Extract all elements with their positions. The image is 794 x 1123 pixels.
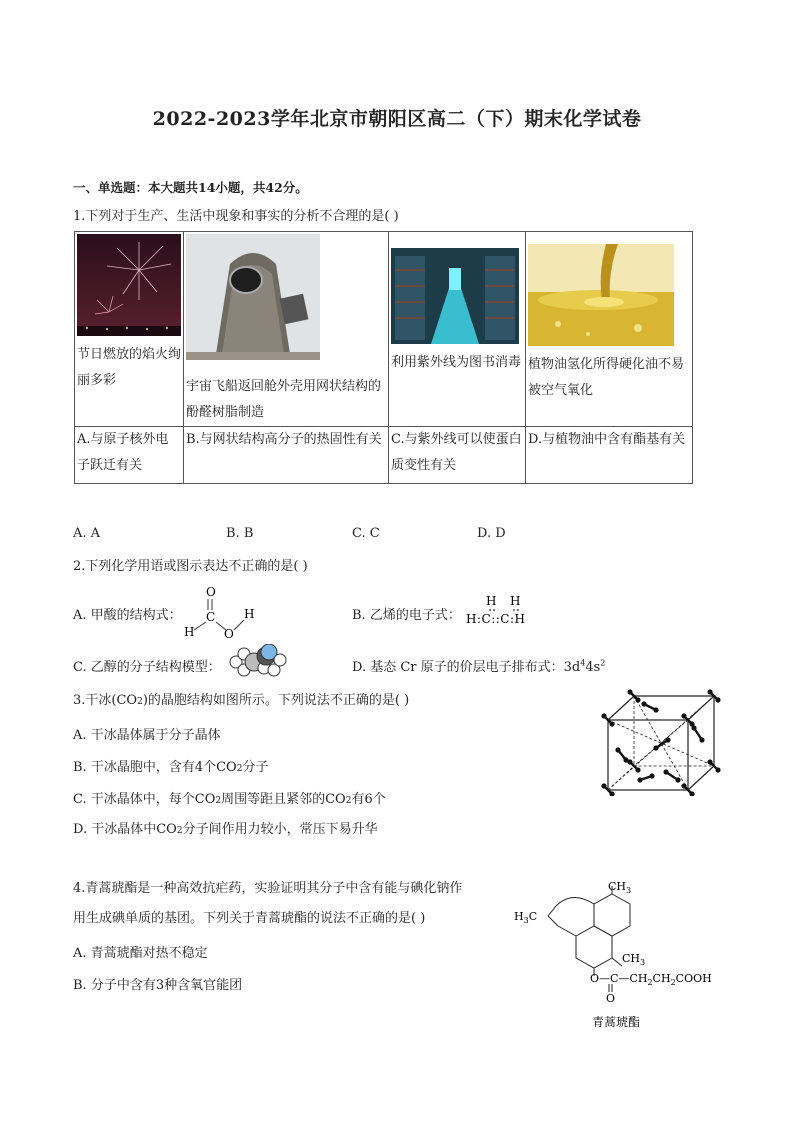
q2-option-d-label: D. 基态 Cr 原子的价层电子排布式： (352, 660, 564, 675)
ethanol-ball-model (226, 644, 288, 678)
cr-config-4s-sup: 2 (600, 658, 606, 668)
q3-option-d (73, 818, 378, 837)
q2-option-c: C. 乙醇的分子结构模型： (73, 660, 221, 675)
artesunate-ester-chain: $O—C—CH_2CH_2COOH$ (590, 972, 712, 987)
q3-option-b (73, 756, 268, 775)
q2-stem: 2.下列化学用语或图示表达不正确的是( ) (73, 559, 308, 574)
q3-option-d-b: 分子间作用力较小，常压下易升华 (182, 822, 378, 837)
q1-option-c: C. C (352, 526, 380, 541)
q3-option-c-sub: 2 (215, 796, 222, 806)
library-uv-photo (391, 248, 519, 344)
formic-h-left: H (184, 625, 195, 639)
capsule-photo (186, 234, 320, 360)
q3-option-d-sub: 2 (176, 826, 183, 836)
q2-option-a: A. 甲酸的结构式： (73, 608, 182, 623)
formic-h-right: H (244, 607, 255, 621)
q1-cell-b (184, 232, 389, 427)
q3-option-c-b: 周围等距且紧邻的CO (221, 792, 346, 807)
artesunate-carbonyl-o: O (606, 992, 616, 1005)
formic-acid-structure (180, 584, 262, 640)
ethylene-h-top-1: H (486, 594, 497, 608)
formic-o-right: O (224, 627, 234, 640)
q3-option-a: A. 干冰晶体属于分子晶体 (73, 728, 221, 743)
cr-config-3d-sup: 4 (580, 658, 586, 668)
q1-analysis-row (75, 427, 693, 484)
artesunate-h3c: $H_3C$ (514, 910, 538, 925)
q1-stem: 1.下列对于生产、生活中现象和事实的分析不合理的是( ) (73, 209, 399, 224)
q3-option-b-a: B. 干冰晶胞中，含有4个CO (73, 760, 237, 775)
formic-c: C (206, 610, 216, 624)
artesunate-ch3-top: $CH_3$ (608, 880, 632, 895)
q3-stem (73, 692, 409, 711)
q3-option-c-c: 有6个 (351, 792, 386, 807)
q4-stem-line1: 4.青蒿琥酯是一种高效抗疟药，实验证明其分子中含有能与碘化钠作 (73, 881, 463, 896)
q3-option-b-b: 分子 (242, 760, 269, 775)
q3-option-c-sub2: 2 (345, 796, 352, 806)
q1-analysis-d: D.与植物油中含有酯基有关 (526, 427, 693, 484)
section-heading: 一、单选题：本大题共14小题，共42分。 (73, 180, 308, 195)
cr-config-4s: 4s (585, 660, 601, 675)
formic-o-top: O (206, 585, 216, 599)
q1-caption-c: 利用紫外线为图书消毒 (391, 355, 522, 370)
artesunate-caption: 青蒿琥酯 (592, 1015, 641, 1029)
q1-cell-d (526, 232, 693, 427)
q2-option-d (352, 656, 605, 675)
artesunate-structure (512, 876, 728, 1036)
q3-option-c-a: C. 干冰晶体中，每个CO (73, 792, 216, 807)
ethylene-main-row: H:C::C:H (466, 612, 526, 626)
q3-option-c (73, 788, 386, 807)
q4-option-b: B. 分子中含有3种含氧官能团 (73, 978, 243, 993)
artesunate-ch3-mid: $CH_3$ (622, 952, 646, 967)
q3-option-b-sub: 2 (236, 764, 243, 774)
q3-stem-sub: 2 (137, 697, 143, 707)
q1-analysis-c: C.与紫外线可以使蛋白质变性有关 (389, 427, 526, 484)
q1-analysis-b: B.与网状结构高分子的热固性有关 (184, 427, 389, 484)
paper-title: 2022-2023学年北京市朝阳区高二（下）期末化学试卷 (152, 108, 642, 130)
q1-caption-a: 节日燃放的焰火绚丽多彩 (77, 347, 182, 388)
q1-caption-d: 植物油氢化所得硬化油不易被空气氧化 (528, 357, 685, 398)
dry-ice-unit-cell (596, 688, 728, 796)
oil-photo (528, 244, 674, 346)
q1-analysis-a: A.与原子核外电子跃迁有关 (75, 427, 184, 484)
ethylene-h-top-2: H (510, 594, 521, 608)
q1-cell-c (389, 232, 526, 427)
q1-option-d: D. D (477, 526, 506, 541)
q4-option-a: A. 青蒿琥酯对热不稳定 (73, 946, 208, 961)
q1-table (74, 231, 693, 484)
cr-config-3d: 3d (563, 660, 581, 675)
q3-option-d-a: D. 干冰晶体中CO (73, 822, 177, 837)
q3-stem-b: )的晶胞结构如图所示。下列说法不正确的是( ) (142, 693, 410, 708)
q1-image-row (75, 232, 693, 427)
q4-stem-line2: 用生成碘单质的基团。下列关于青蒿琥酯的说法不正确的是( ) (73, 911, 426, 926)
q1-option-b: B. B (226, 526, 254, 541)
q1-cell-a (75, 232, 184, 427)
q2-option-b: B. 乙烯的电子式： (352, 608, 461, 623)
q3-stem-a: 3.干冰(CO (73, 693, 138, 708)
q1-option-a: A. A (73, 526, 101, 541)
q1-caption-b: 宇宙飞船返回舱外壳用网状结构的酚醛树脂制造 (186, 379, 382, 420)
ethylene-electron-formula (464, 592, 544, 628)
fireworks-photo (77, 234, 181, 336)
